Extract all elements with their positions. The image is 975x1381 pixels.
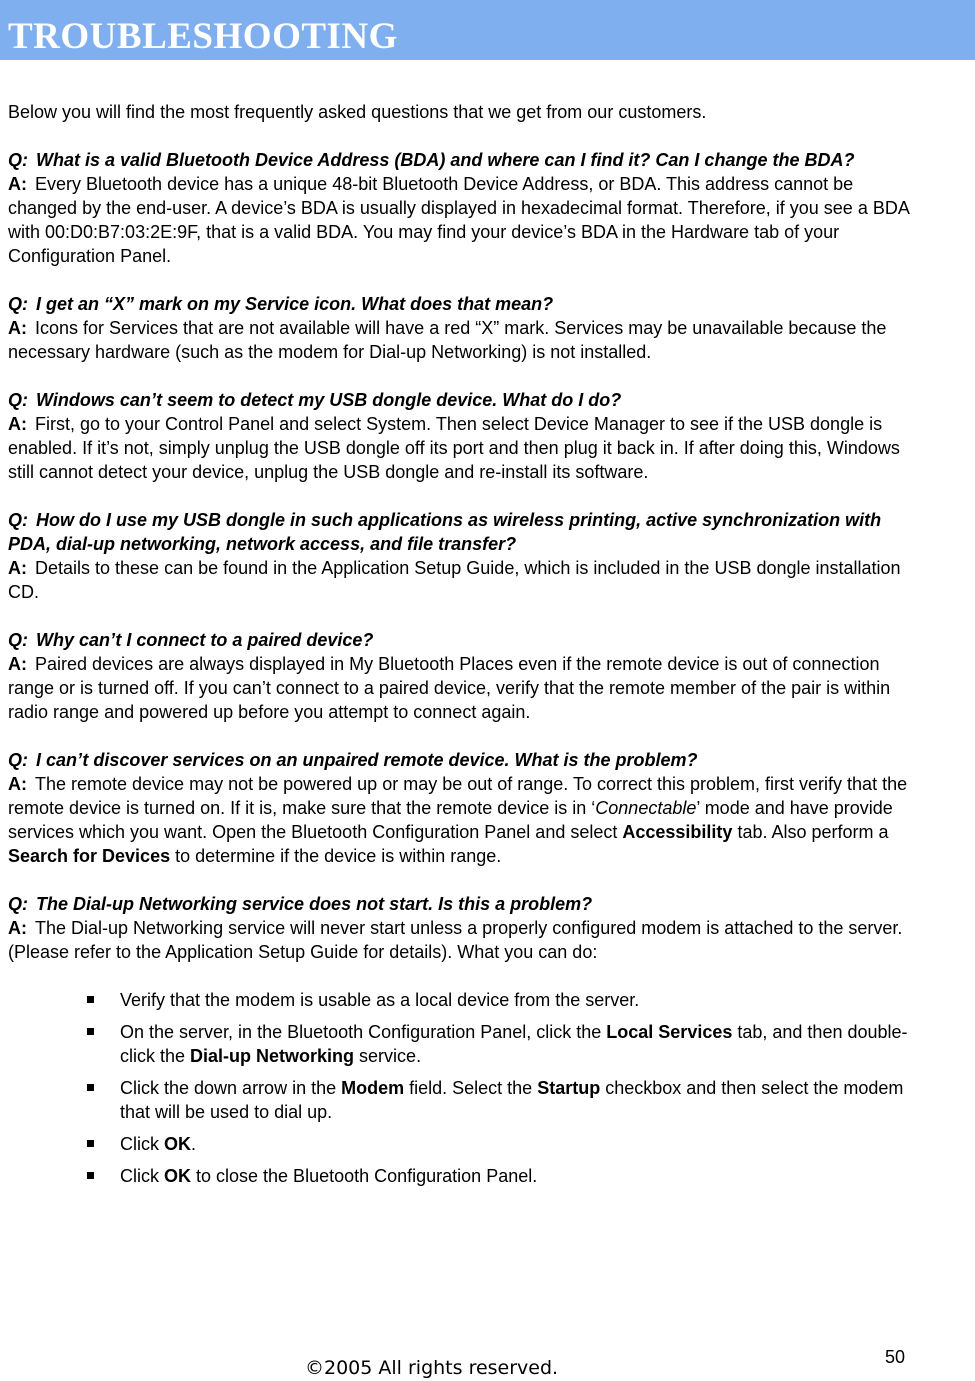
question-text: I get an “X” mark on my Service icon. What does that mean? xyxy=(36,294,554,314)
question-text: Windows can’t seem to detect my USB dongle device. What do I do? xyxy=(36,390,622,410)
page-title: TROUBLESHOOTING xyxy=(8,16,398,57)
question-text: How do I use my USB dongle in such applications as wireless printing, active synchronization with PDA, dial-up networking, network access, and file transfer? xyxy=(8,510,882,554)
faq-item-5 xyxy=(8,628,918,724)
accessibility-term: Accessibility xyxy=(622,822,733,842)
faq-answer xyxy=(8,556,918,604)
list-item xyxy=(120,988,918,1012)
answer-prefix: A: xyxy=(8,414,27,434)
local-services-term: Local Services xyxy=(606,1022,733,1042)
faq-question xyxy=(8,628,918,652)
step-text: service. xyxy=(354,1046,422,1066)
faq-answer xyxy=(8,916,918,964)
connectable-term: Connectable xyxy=(595,798,697,818)
ok-term: OK xyxy=(164,1134,191,1154)
answer-text: The remote device may not be powered up or may be out of range. To correct this problem, first verify that the remote device is turned on. If it is, make sure that the remote device is in ‘ xyxy=(8,774,908,818)
answer-prefix: A: xyxy=(8,174,27,194)
answer-text: Icons for Services that are not available will have a red “X” mark. Services may be unavailable because the necessary hardware (such as the modem for Dial-up Networking) is not installed. xyxy=(8,318,887,362)
question-prefix: Q: xyxy=(8,630,28,650)
answer-prefix: A: xyxy=(8,654,27,674)
step-text: to close the Bluetooth Configuration Panel. xyxy=(191,1166,538,1186)
faq-item-2 xyxy=(8,292,918,364)
answer-text: tab. Also perform a xyxy=(732,822,889,842)
square-bullet-icon xyxy=(87,1084,94,1091)
faq-answer xyxy=(8,316,918,364)
intro-paragraph: Below you will find the most frequently asked questions that we get from our customers. xyxy=(8,102,707,122)
question-text: What is a valid Bluetooth Device Address (BDA) and where can I find it? Can I change the BDA? xyxy=(36,150,855,170)
question-text: Why can’t I connect to a paired device? xyxy=(36,630,374,650)
faq-question xyxy=(8,292,918,316)
square-bullet-icon xyxy=(87,1172,94,1179)
faq-question xyxy=(8,508,918,556)
answer-text: to determine if the device is within range. xyxy=(170,846,502,866)
question-prefix: Q: xyxy=(8,510,28,530)
square-bullet-icon xyxy=(87,1140,94,1147)
answer-text: Every Bluetooth device has a unique 48-bit Bluetooth Device Address, or BDA. This address cannot be changed by the end-user. A device’s BDA is usually displayed in hexadecimal format. Therefore, if you see a BDA with 00:D0:B7:03:2E:9F, that is a valid BDA. You may find your device’s BDA in the Hardware tab of your Configuration Panel. xyxy=(8,174,909,266)
square-bullet-icon xyxy=(87,1028,94,1035)
question-prefix: Q: xyxy=(8,294,28,314)
search-for-devices-term: Search for Devices xyxy=(8,846,171,866)
faq-answer xyxy=(8,172,918,268)
dialup-networking-term: Dial-up Networking xyxy=(190,1046,355,1066)
question-text: I can’t discover services on an unpaired remote device. What is the problem? xyxy=(36,750,698,770)
dialup-steps-list xyxy=(8,988,918,1188)
faq-item-4 xyxy=(8,508,918,604)
document-body xyxy=(8,100,918,1196)
answer-prefix: A: xyxy=(8,318,27,338)
question-prefix: Q: xyxy=(8,894,28,914)
faq-item-7 xyxy=(8,892,918,964)
faq-question xyxy=(8,148,918,172)
faq-question xyxy=(8,892,918,916)
page-number: 50 xyxy=(885,1347,906,1367)
faq-answer xyxy=(8,652,918,724)
answer-text: Details to these can be found in the Application Setup Guide, which is included in the USB dongle installation CD. xyxy=(8,558,901,602)
faq-question xyxy=(8,388,918,412)
step-text: Click the down arrow in the xyxy=(120,1078,342,1098)
faq-item-3 xyxy=(8,388,918,484)
square-bullet-icon xyxy=(87,996,94,1003)
faq-answer xyxy=(8,412,918,484)
question-prefix: Q: xyxy=(8,750,28,770)
list-item xyxy=(120,1164,918,1188)
faq-item-1 xyxy=(8,148,918,268)
question-prefix: Q: xyxy=(8,390,28,410)
step-text: On the server, in the Bluetooth Configuration Panel, click the xyxy=(120,1022,607,1042)
list-item xyxy=(120,1020,918,1068)
step-text: checkbox and then select the modem that will be used to dial up. xyxy=(120,1078,904,1122)
step-text: field. Select the xyxy=(404,1078,538,1098)
step-text: tab, and then double-click the xyxy=(120,1022,908,1066)
answer-prefix: A: xyxy=(8,774,27,794)
answer-text: The Dial-up Networking service will never start unless a properly configured modem is attached to the server. (Please refer to the Application Setup Guide for details). What you can do: xyxy=(8,918,903,962)
faq-answer xyxy=(8,772,918,868)
step-text: . xyxy=(191,1134,197,1154)
step-text: Verify that the modem is usable as a local device from the server. xyxy=(120,990,640,1010)
answer-prefix: A: xyxy=(8,558,27,578)
answer-text: ’ mode and have provide services which you want. Open the Bluetooth Configuration Panel and select xyxy=(8,798,893,842)
faq-item-6 xyxy=(8,748,918,868)
faq-question xyxy=(8,748,918,772)
question-text: The Dial-up Networking service does not start. Is this a problem? xyxy=(36,894,593,914)
copyright-footer: ©2005 All rights reserved. xyxy=(305,1357,559,1379)
answer-text: First, go to your Control Panel and select System. Then select Device Manager to see if the USB dongle is enabled. If it’s not, simply unplug the USB dongle off its port and then plug it back in. If after doing this, Windows still cannot detect your device, unplug the USB dongle and re-install its software. xyxy=(8,414,900,482)
startup-term: Startup xyxy=(537,1078,601,1098)
header-band xyxy=(0,0,975,60)
list-item xyxy=(120,1076,918,1124)
modem-term: Modem xyxy=(341,1078,405,1098)
ok-term: OK xyxy=(164,1166,191,1186)
step-text: Click xyxy=(120,1134,164,1154)
answer-text: Paired devices are always displayed in My Bluetooth Places even if the remote device is out of connection range or is turned off. If you can’t connect to a paired device, verify that the remote member of the pair is within radio range and powered up before you attempt to connect again. xyxy=(8,654,891,722)
step-text: Click xyxy=(120,1166,164,1186)
question-prefix: Q: xyxy=(8,150,28,170)
answer-prefix: A: xyxy=(8,918,27,938)
list-item xyxy=(120,1132,918,1156)
